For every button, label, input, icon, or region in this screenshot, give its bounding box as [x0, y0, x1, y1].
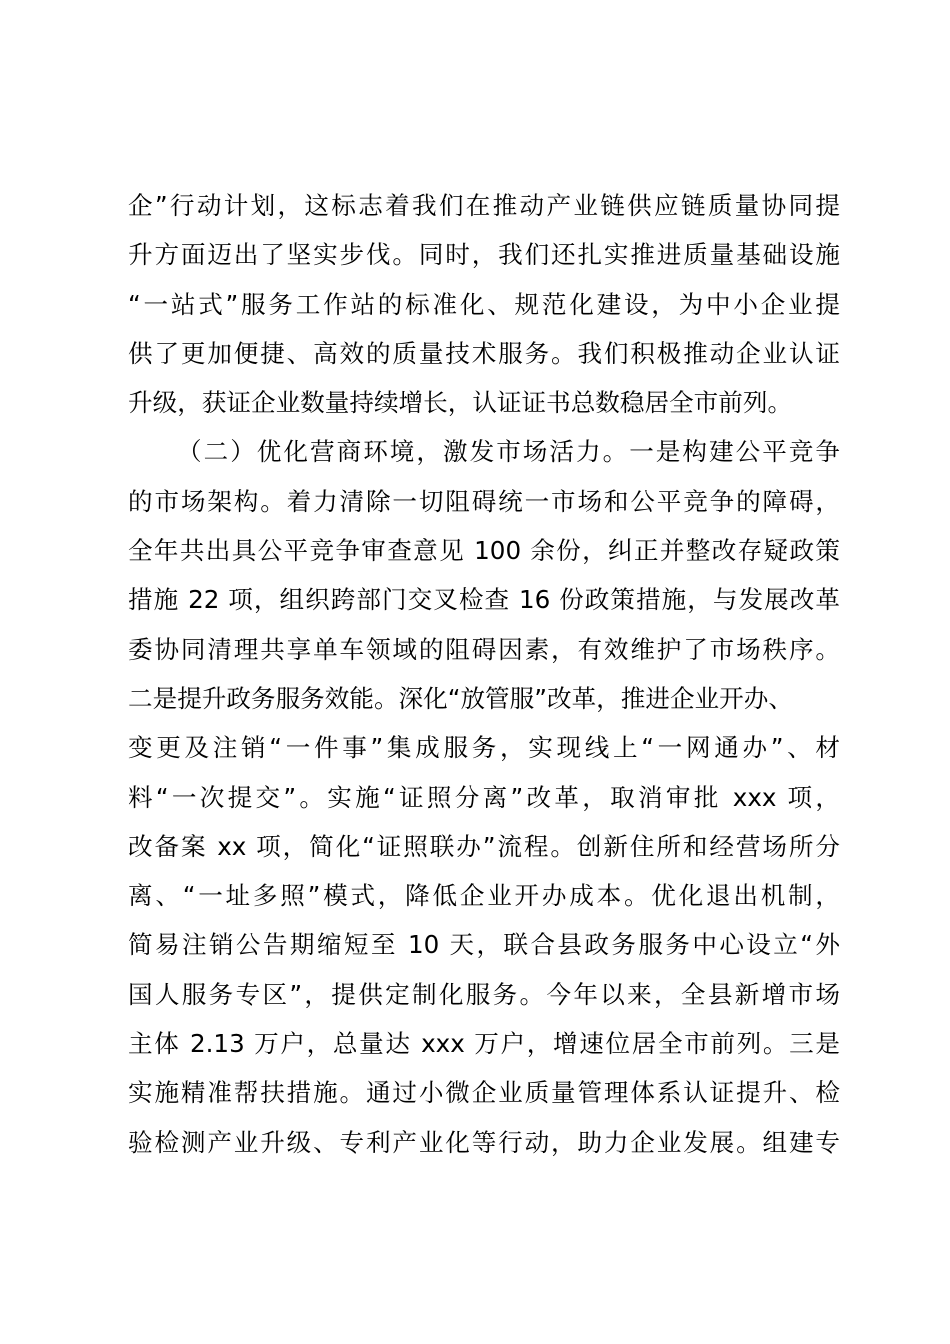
text-line: 改备案 xx 项，简化“证照联办”流程。创新住所和经营场所分 [128, 831, 840, 861]
text-line: 企”行动计划，这标志着我们在推动产业链供应链质量协同提 [128, 191, 840, 220]
text-line: 主体 2.13 万户，总量达 xxx 万户，增速位居全市前列。三是 [128, 1029, 840, 1059]
text-line: 离、“一址多照”模式，降低企业开办成本。优化退出机制， [128, 881, 840, 911]
section-heading-line: （二）优化营商环境，激发市场活力。一是构建公平竞争 [177, 437, 840, 467]
text-line: 料“一次提交”。实施“证照分离”改革，取消审批 xxx 项， [128, 782, 840, 812]
text-line: 升级，获证企业数量持续增长，认证证书总数稳居全市前列。 [128, 388, 793, 418]
text-line: 升方面迈出了坚实步伐。同时，我们还扎实推进质量基础设施 [128, 240, 840, 270]
text-line: 验检测产业升级、专利产业化等行动，助力企业发展。组建专 [128, 1127, 840, 1157]
text-line: 二是提升政务服务效能。深化“放管服”改革，推进企业开办、 [128, 683, 793, 713]
text-line: 委协同清理共享单车领域的阻碍因素，有效维护了市场秩序。 [128, 634, 840, 664]
text-line: 实施精准帮扶措施。通过小微企业质量管理体系认证提升、检 [128, 1078, 840, 1108]
text-line: 供了更加便捷、高效的质量技术服务。我们积极推动企业认证 [128, 338, 840, 368]
text-line: “一站式”服务工作站的标准化、规范化建设，为中小企业提 [128, 289, 840, 319]
text-line: 措施 22 项，组织跨部门交叉检查 16 份政策措施，与发展改革 [128, 585, 840, 615]
text-line: 的市场架构。着力清除一切阻碍统一市场和公平竞争的障碍， [128, 486, 840, 516]
text-line: 国人服务专区”，提供定制化服务。今年以来，全县新增市场 [128, 979, 840, 1009]
text-line: 简易注销公告期缩短至 10 天，联合县政务服务中心设立“外 [128, 930, 840, 960]
text-line: 变更及注销“一件事”集成服务，实现线上“一网通办”、材 [128, 733, 840, 763]
body-text [128, 181, 840, 1167]
text-line: 全年共出具公平竞争审查意见 100 余份，纠正并整改存疑政策 [128, 536, 840, 566]
